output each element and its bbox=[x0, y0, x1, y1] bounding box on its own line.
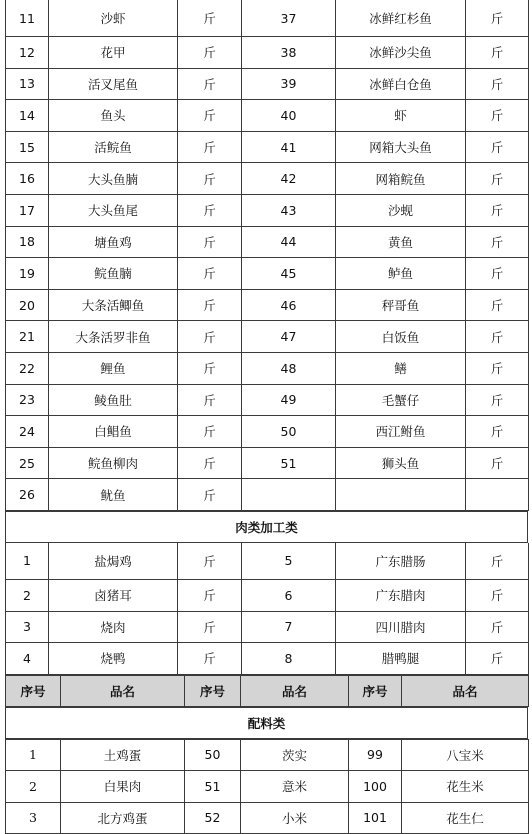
item-number-cell: 101 bbox=[349, 802, 402, 834]
item-unit-cell: 斤 bbox=[466, 226, 529, 258]
item-unit-cell: 斤 bbox=[466, 352, 529, 384]
item-number-cell: 12 bbox=[6, 37, 49, 69]
item-name-cell: 小米 bbox=[241, 802, 349, 834]
header-cell: 品名 bbox=[241, 675, 349, 706]
ingredients-section-header bbox=[5, 707, 528, 739]
item-name-cell: 白鲳鱼 bbox=[49, 416, 178, 448]
item-number-cell bbox=[242, 479, 336, 511]
item-unit-cell: 斤 bbox=[178, 447, 242, 479]
item-number-cell: 1 bbox=[6, 543, 49, 580]
table-row bbox=[6, 37, 529, 69]
item-number-cell: 25 bbox=[6, 447, 49, 479]
item-number-cell: 8 bbox=[242, 643, 336, 675]
item-unit-cell: 斤 bbox=[466, 163, 529, 195]
item-number-cell: 51 bbox=[185, 771, 241, 803]
item-unit-cell: 斤 bbox=[178, 352, 242, 384]
item-name-cell: 冰鲜白仓鱼 bbox=[336, 68, 466, 100]
header-cell: 品名 bbox=[61, 675, 185, 706]
table-row bbox=[6, 479, 529, 511]
item-name-cell: 活叉尾鱼 bbox=[49, 68, 178, 100]
item-name-cell: 鱼头 bbox=[49, 100, 178, 132]
table-row bbox=[6, 321, 529, 353]
item-number-cell: 24 bbox=[6, 416, 49, 448]
item-name-cell: 广东腊肉 bbox=[336, 579, 466, 611]
item-unit-cell: 斤 bbox=[178, 68, 242, 100]
ingredients-table bbox=[5, 739, 529, 834]
item-unit-cell: 斤 bbox=[466, 68, 529, 100]
item-number-cell: 2 bbox=[6, 771, 61, 803]
item-unit-cell: 斤 bbox=[178, 543, 242, 580]
table-row bbox=[6, 258, 529, 290]
item-unit-cell: 斤 bbox=[466, 579, 529, 611]
item-number-cell: 46 bbox=[242, 289, 336, 321]
item-name-cell: 花生仁 bbox=[402, 802, 529, 834]
item-number-cell: 2 bbox=[6, 579, 49, 611]
item-number-cell: 43 bbox=[242, 194, 336, 226]
item-unit-cell: 斤 bbox=[178, 0, 242, 37]
item-name-cell: 腊鸭腿 bbox=[336, 643, 466, 675]
item-number-cell: 44 bbox=[242, 226, 336, 258]
item-name-cell: 北方鸡蛋 bbox=[61, 802, 185, 834]
item-name-cell: 鲮鱼肚 bbox=[49, 384, 178, 416]
item-number-cell: 49 bbox=[242, 384, 336, 416]
item-number-cell: 13 bbox=[6, 68, 49, 100]
item-name-cell: 烧肉 bbox=[49, 611, 178, 643]
item-number-cell: 47 bbox=[242, 321, 336, 353]
table-row bbox=[6, 543, 529, 580]
item-unit-cell: 斤 bbox=[466, 643, 529, 675]
item-unit-cell: 斤 bbox=[178, 194, 242, 226]
item-name-cell: 八宝米 bbox=[402, 739, 529, 771]
item-name-cell: 大条活鲫鱼 bbox=[49, 289, 178, 321]
item-name-cell: 秤哥鱼 bbox=[336, 289, 466, 321]
item-name-cell: 白饭鱼 bbox=[336, 321, 466, 353]
header-cell: 品名 bbox=[402, 675, 529, 706]
header-cell: 序号 bbox=[6, 675, 61, 706]
item-name-cell: 鲤鱼 bbox=[49, 352, 178, 384]
item-number-cell: 26 bbox=[6, 479, 49, 511]
item-number-cell: 21 bbox=[6, 321, 49, 353]
item-unit-cell: 斤 bbox=[466, 194, 529, 226]
table-row bbox=[6, 131, 529, 163]
item-number-cell: 40 bbox=[242, 100, 336, 132]
item-unit-cell: 斤 bbox=[178, 131, 242, 163]
table-row bbox=[6, 352, 529, 384]
item-number-cell: 3 bbox=[6, 611, 49, 643]
item-unit-cell: 斤 bbox=[178, 163, 242, 195]
item-name-cell: 毛蟹仔 bbox=[336, 384, 466, 416]
item-number-cell: 48 bbox=[242, 352, 336, 384]
item-unit-cell: 斤 bbox=[178, 258, 242, 290]
item-unit-cell: 斤 bbox=[466, 131, 529, 163]
item-name-cell: 西江鲋鱼 bbox=[336, 416, 466, 448]
item-unit-cell: 斤 bbox=[178, 321, 242, 353]
item-unit-cell: 斤 bbox=[178, 384, 242, 416]
item-unit-cell: 斤 bbox=[466, 37, 529, 69]
table-row bbox=[6, 579, 529, 611]
table-row bbox=[6, 163, 529, 195]
item-name-cell: 活鲩鱼 bbox=[49, 131, 178, 163]
item-number-cell: 7 bbox=[242, 611, 336, 643]
meat-table bbox=[5, 543, 529, 675]
item-unit-cell: 斤 bbox=[466, 258, 529, 290]
item-number-cell: 3 bbox=[6, 802, 61, 834]
item-name-cell: 广东腊肠 bbox=[336, 543, 466, 580]
item-name-cell: 虾 bbox=[336, 100, 466, 132]
item-number-cell: 11 bbox=[6, 0, 49, 37]
item-unit-cell: 斤 bbox=[466, 100, 529, 132]
item-name-cell: 鱿鱼 bbox=[49, 479, 178, 511]
item-number-cell: 14 bbox=[6, 100, 49, 132]
item-unit-cell: 斤 bbox=[466, 447, 529, 479]
item-unit-cell: 斤 bbox=[178, 289, 242, 321]
section-title: 肉类加工类 bbox=[6, 511, 528, 542]
item-name-cell bbox=[336, 479, 466, 511]
item-unit-cell bbox=[466, 479, 529, 511]
item-name-cell: 鳝 bbox=[336, 352, 466, 384]
item-name-cell: 意米 bbox=[241, 771, 349, 803]
item-name-cell: 盐焗鸡 bbox=[49, 543, 178, 580]
item-name-cell: 塘鱼鸡 bbox=[49, 226, 178, 258]
item-number-cell: 19 bbox=[6, 258, 49, 290]
item-name-cell: 狮头鱼 bbox=[336, 447, 466, 479]
item-name-cell: 卤猪耳 bbox=[49, 579, 178, 611]
item-number-cell: 22 bbox=[6, 352, 49, 384]
item-number-cell: 16 bbox=[6, 163, 49, 195]
column-header-row bbox=[5, 675, 529, 707]
table-row bbox=[6, 611, 529, 643]
item-number-cell: 51 bbox=[242, 447, 336, 479]
item-number-cell: 4 bbox=[6, 643, 49, 675]
item-name-cell: 网箱大头鱼 bbox=[336, 131, 466, 163]
table-row bbox=[6, 416, 529, 448]
item-number-cell: 50 bbox=[185, 739, 241, 771]
item-number-cell: 18 bbox=[6, 226, 49, 258]
table-row bbox=[6, 68, 529, 100]
item-number-cell: 50 bbox=[242, 416, 336, 448]
item-number-cell: 15 bbox=[6, 131, 49, 163]
item-name-cell: 大头鱼尾 bbox=[49, 194, 178, 226]
meat-section-header bbox=[5, 511, 528, 543]
item-unit-cell: 斤 bbox=[178, 100, 242, 132]
item-unit-cell: 斤 bbox=[466, 611, 529, 643]
table-row bbox=[6, 226, 529, 258]
item-unit-cell: 斤 bbox=[178, 226, 242, 258]
item-number-cell: 42 bbox=[242, 163, 336, 195]
table-row bbox=[6, 447, 529, 479]
item-name-cell: 大头鱼腩 bbox=[49, 163, 178, 195]
item-unit-cell: 斤 bbox=[466, 0, 529, 37]
item-name-cell: 沙虾 bbox=[49, 0, 178, 37]
item-number-cell: 45 bbox=[242, 258, 336, 290]
item-unit-cell: 斤 bbox=[178, 611, 242, 643]
item-name-cell: 鲈鱼 bbox=[336, 258, 466, 290]
item-name-cell: 冰鲜沙尖鱼 bbox=[336, 37, 466, 69]
item-number-cell: 6 bbox=[242, 579, 336, 611]
item-number-cell: 38 bbox=[242, 37, 336, 69]
item-name-cell: 网箱鲩鱼 bbox=[336, 163, 466, 195]
item-name-cell: 冰鲜红杉鱼 bbox=[336, 0, 466, 37]
item-name-cell: 鲩鱼腩 bbox=[49, 258, 178, 290]
item-name-cell: 白果肉 bbox=[61, 771, 185, 803]
item-name-cell: 鲩鱼柳肉 bbox=[49, 447, 178, 479]
item-name-cell: 黄鱼 bbox=[336, 226, 466, 258]
item-unit-cell: 斤 bbox=[178, 479, 242, 511]
procurement-list-document bbox=[5, 0, 528, 834]
table-row bbox=[6, 0, 529, 37]
item-name-cell: 土鸡蛋 bbox=[61, 739, 185, 771]
item-unit-cell: 斤 bbox=[178, 579, 242, 611]
item-name-cell: 花生米 bbox=[402, 771, 529, 803]
item-number-cell: 1 bbox=[6, 739, 61, 771]
item-name-cell: 沙蚬 bbox=[336, 194, 466, 226]
item-name-cell: 烧鸭 bbox=[49, 643, 178, 675]
item-number-cell: 41 bbox=[242, 131, 336, 163]
item-name-cell: 茨实 bbox=[241, 739, 349, 771]
item-number-cell: 23 bbox=[6, 384, 49, 416]
table-row bbox=[6, 289, 529, 321]
seafood-table bbox=[5, 0, 529, 511]
item-name-cell: 四川腊肉 bbox=[336, 611, 466, 643]
item-unit-cell: 斤 bbox=[466, 416, 529, 448]
item-unit-cell: 斤 bbox=[466, 543, 529, 580]
table-row bbox=[6, 643, 529, 675]
section-title: 配料类 bbox=[6, 707, 528, 738]
item-number-cell: 20 bbox=[6, 289, 49, 321]
item-number-cell: 99 bbox=[349, 739, 402, 771]
item-unit-cell: 斤 bbox=[466, 289, 529, 321]
table-row bbox=[6, 739, 529, 771]
item-unit-cell: 斤 bbox=[178, 416, 242, 448]
item-name-cell: 大条活罗非鱼 bbox=[49, 321, 178, 353]
header-cell: 序号 bbox=[349, 675, 402, 706]
table-row bbox=[6, 802, 529, 834]
item-unit-cell: 斤 bbox=[466, 384, 529, 416]
item-unit-cell: 斤 bbox=[178, 643, 242, 675]
table-row bbox=[6, 100, 529, 132]
header-cell: 序号 bbox=[185, 675, 241, 706]
table-row bbox=[6, 194, 529, 226]
table-row bbox=[6, 384, 529, 416]
item-unit-cell: 斤 bbox=[466, 321, 529, 353]
item-number-cell: 17 bbox=[6, 194, 49, 226]
item-name-cell: 花甲 bbox=[49, 37, 178, 69]
item-number-cell: 39 bbox=[242, 68, 336, 100]
item-number-cell: 52 bbox=[185, 802, 241, 834]
item-number-cell: 37 bbox=[242, 0, 336, 37]
table-row bbox=[6, 771, 529, 803]
item-unit-cell: 斤 bbox=[178, 37, 242, 69]
item-number-cell: 100 bbox=[349, 771, 402, 803]
item-number-cell: 5 bbox=[242, 543, 336, 580]
